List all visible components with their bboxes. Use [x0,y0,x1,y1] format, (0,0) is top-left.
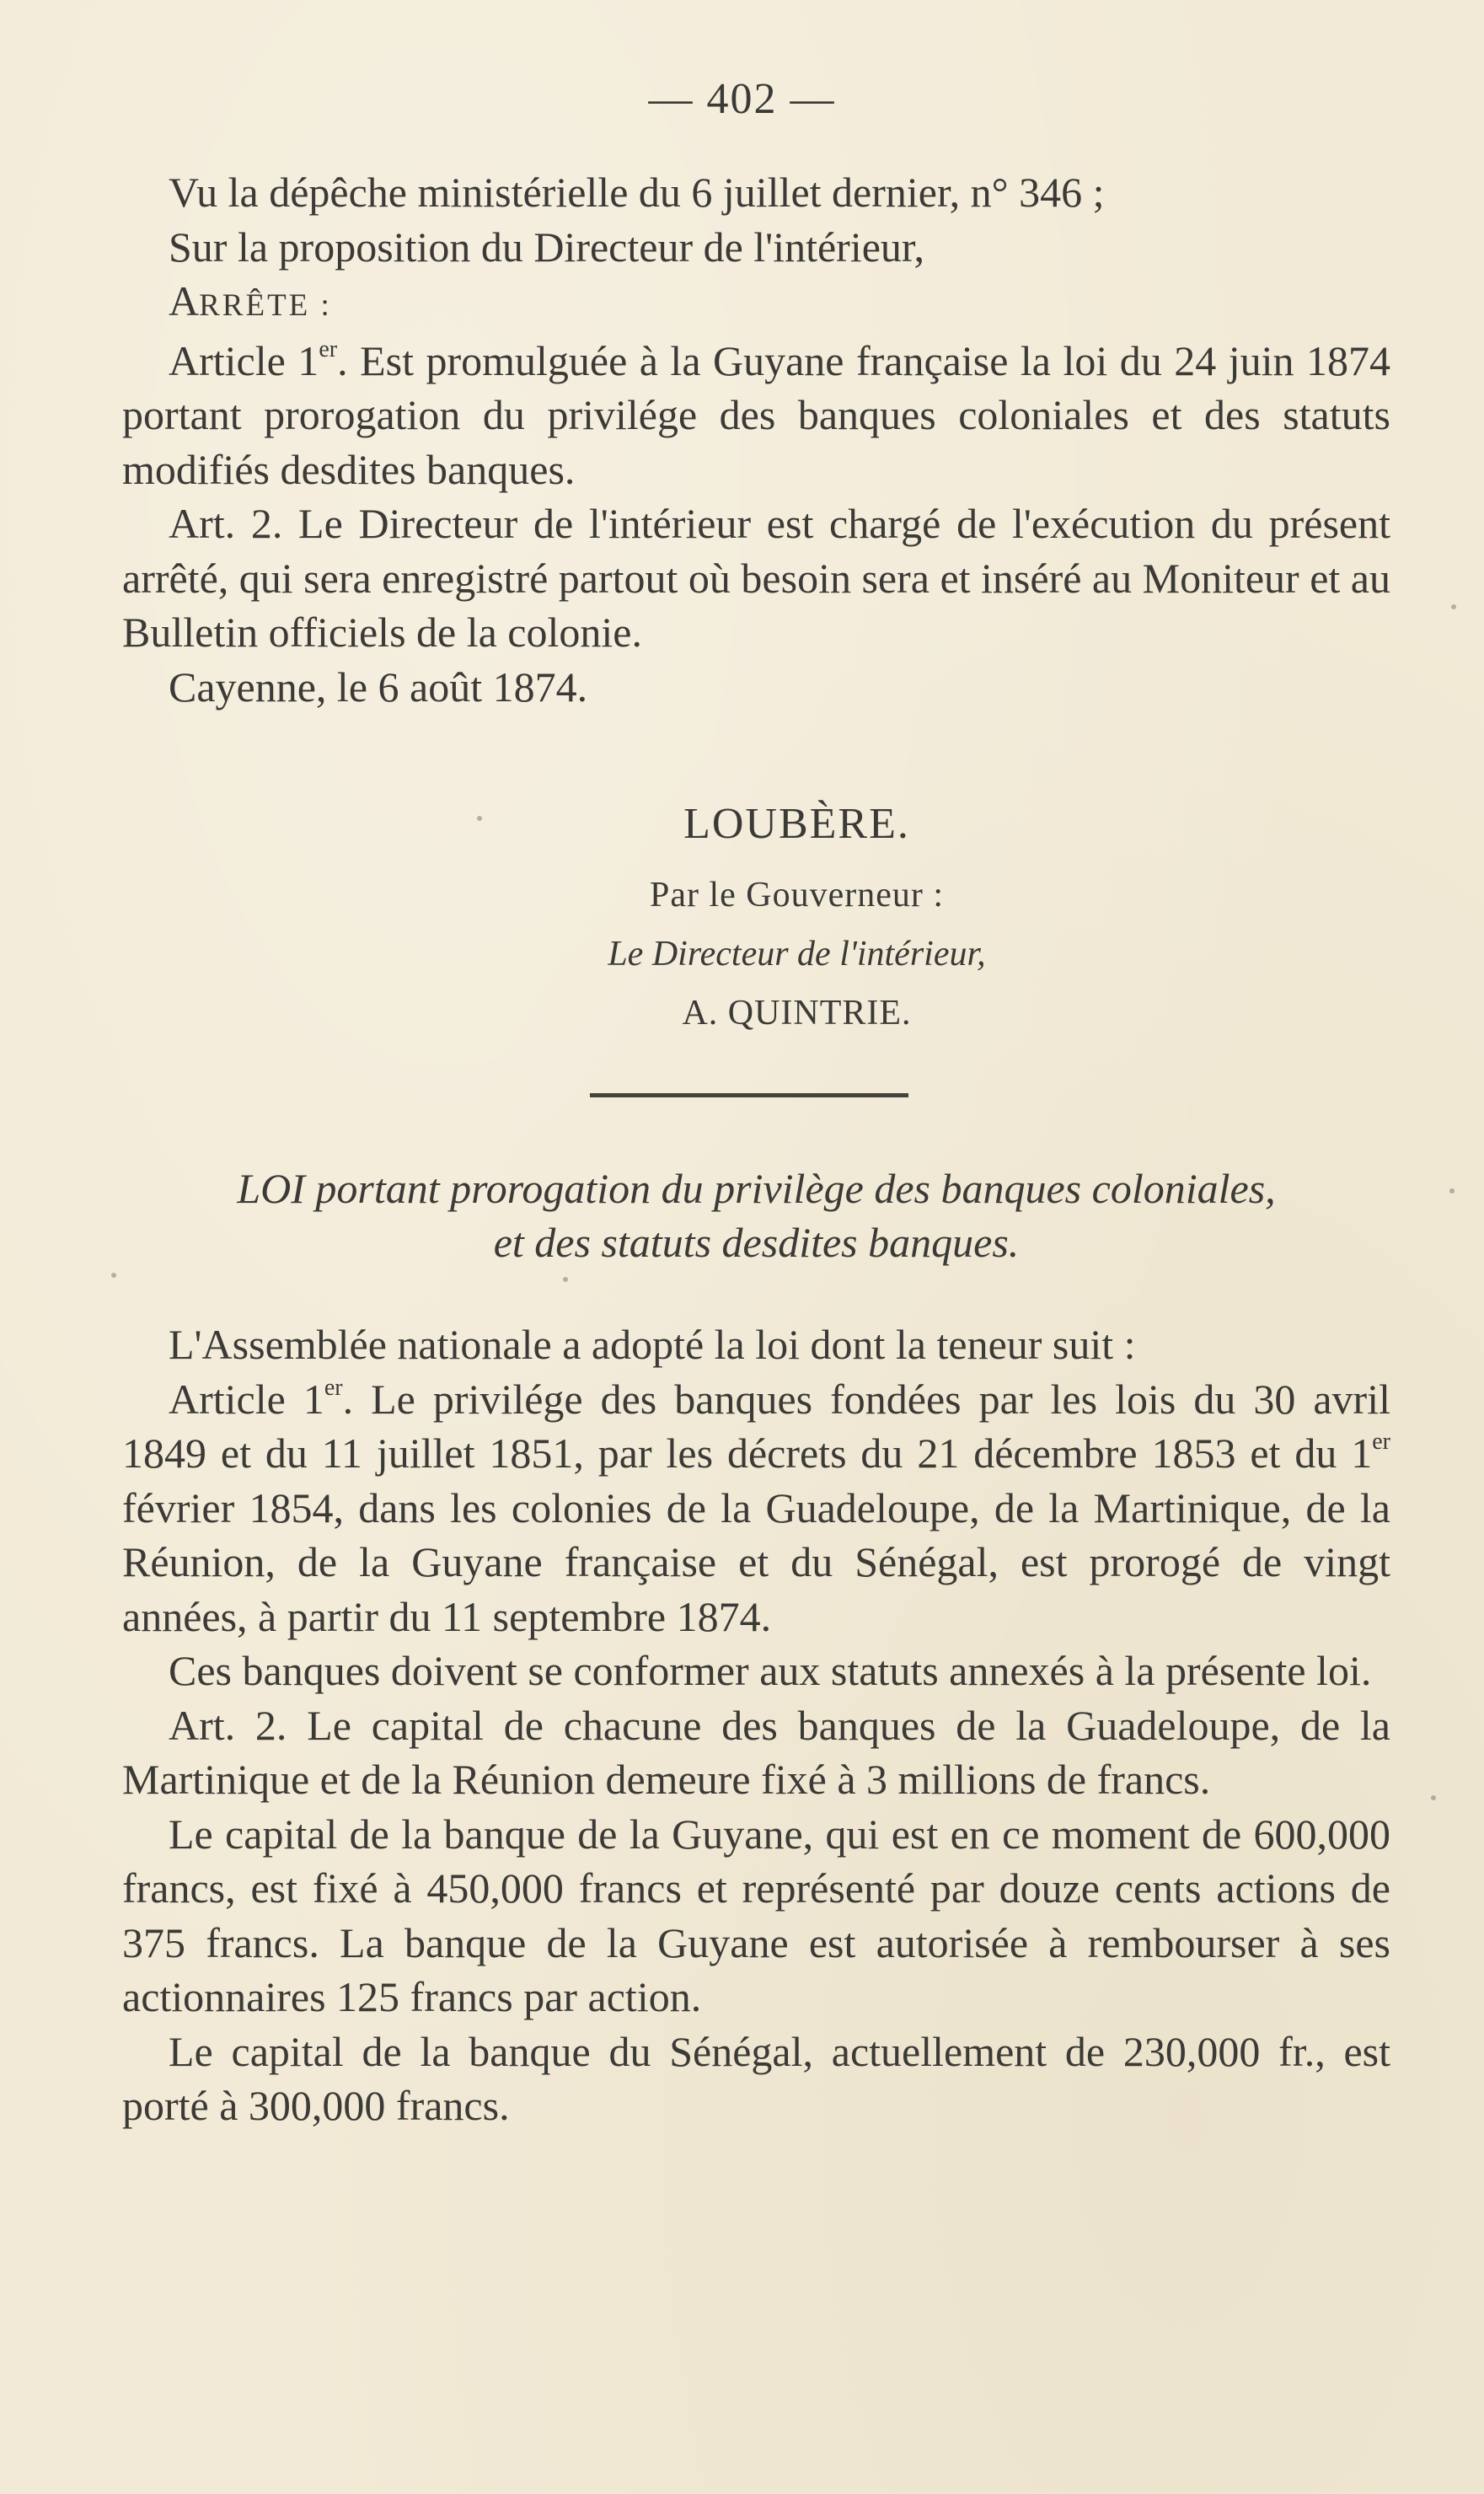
law-title [122,1161,1390,1269]
law-title-line-2: et des statuts desdites banques. [493,1219,1020,1266]
article-1-text: . Est promulguée à la Guyane française la loi du 24 juin 1874 portant prorogation du privilége des banques coloniales et des statuts modifiés desdites banques. [122,336,1390,493]
article-1 [122,334,1390,497]
paragraph-vu: Vu la dépêche ministérielle du 6 juillet dernier, n° 346 ; [169,169,1105,216]
paragraph-sur: Sur la proposition du Directeur de l'intérieur, [169,223,925,271]
article-1-label: Article 1 [169,336,319,384]
law-intro: L'Assemblée nationale a adopté la loi dont la teneur suit : [169,1321,1136,1368]
place-date: Cayenne, le 6 août 1874. [169,662,588,711]
paper-speck [1451,604,1456,609]
law-article-1-text-a: . Le privilége des banques fondées par les lois du 30 avril 1849 et du 11 juillet 1851, par les décrets du 21 décembre 1853 et du 1 [122,1375,1390,1477]
law-article-1-label: Article 1 [169,1375,324,1423]
paper-speck [477,816,482,821]
law-article-1-sup: er [324,1374,343,1401]
law-article-1-text-b: février 1854, dans les colonies de la Guadeloupe, de la Martinique, de la Réunion, de la Guyane française et du Sénégal, est prorogé de vingt années, à partir du 11 septembre 1874. [122,1483,1390,1640]
arrete-heading [122,274,1390,334]
arrete-rest: RRÊTE : [199,288,332,323]
law-article-2: Art. 2. Le capital de chacune des banques de la Guadeloupe, de la Martinique et de la Réunion demeure fixé à 3 millions de francs. [122,1701,1390,1803]
page-number: — 402 — [648,75,836,123]
paragraph-senegal: Le capital de la banque du Sénégal, actuellement de 230,000 fr., est porté à 300,000 francs. [122,2027,1390,2129]
signature-name: LOUBÈRE. [683,800,910,848]
paper-speck [563,1277,568,1282]
law-article-1-sup-2: er [1372,1429,1390,1455]
arrete-initial: A [169,277,200,324]
signature-role: Le Directeur de l'intérieur, [608,935,986,973]
decree-section [122,165,1390,714]
article-2: Art. 2. Le Directeur de l'intérieur est chargé de l'exécution du présent arrêté, qui sera enregistré partout où besoin sera et inséré au Moniteur et au Bulletin officiels de la colonie. [122,500,1390,656]
law-body [122,1317,1390,2133]
signature-by: Par le Gouverneur : [649,876,945,914]
law-title-line-1: LOI portant prorogation du privilège des banques coloniales, [237,1165,1276,1212]
separator-rule [590,1093,908,1097]
paper-speck [1449,1188,1455,1193]
article-1-sup: er [319,335,338,362]
paragraph-guyane: Le capital de la banque de la Guyane, qui est en ce moment de 600,000 francs, est fixé à 450,000 francs et représenté par douze cents actions de 375 francs. La banque de la Guyane est autorisée à rembourser à ses actionnaires 125 francs par action. [122,1810,1390,2020]
paragraph-ces-banques: Ces banques doivent se conformer aux statuts annexés à la présente loi. [169,1647,1372,1694]
signature-director: A. QUINTRIE. [682,994,912,1032]
law-article-1 [122,1372,1390,1644]
paper-speck [1431,1795,1436,1800]
paper-speck [111,1273,116,1278]
